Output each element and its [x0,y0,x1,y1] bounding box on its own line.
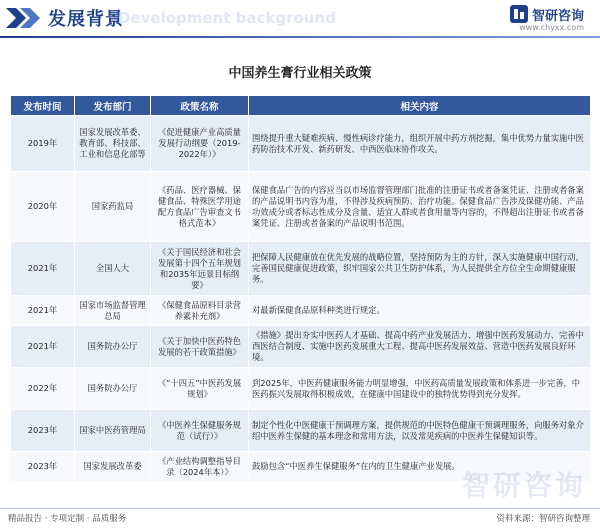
cell-department: 国务院办公厅 [75,368,151,410]
column-header-year: 发布时间 [11,96,75,116]
table-header-row [11,96,591,116]
table-row [11,368,591,410]
cell-department: 国家发展改革委 [75,452,151,482]
cell-content: 保健食品广告的内容应当以市场监督管理部门批准的注册证书或者备案凭证、注册或者备案的产品说明书内容为准，不得涉及疾病预防、治疗功能。保健食品广告涉及保健功能、产品功效成分或者标志性成分及含量、适宜人群或者食用量等内容的，不得超出注册证书或者备案凭证、注册或者备案的产品说明书范围。 [249,172,591,242]
table-row [11,116,591,172]
footer-slogan: 精品报告 · 专项定制 · 品质服务 [8,514,127,524]
cell-policy-name: 《关于加快中医药特色发展的若干政策措施》 [151,326,249,368]
cell-policy-name: 《药品、医疗器械、保健食品、特殊医学用途配方食品广告审查文书格式范本》 [151,172,249,242]
cell-department: 国家市场监督管理总局 [75,296,151,326]
cell-department: 国家中医药管理局 [75,410,151,452]
column-header-department: 发布部门 [75,96,151,116]
watermark: 智研咨询 [461,469,586,502]
cell-department: 国务院办公厅 [75,326,151,368]
cell-content: 围绕提升重大疑难疾病、慢性病诊疗能力，组织开展中药方剂挖掘，集中优势力量实施中医药防治技术开发、新药研发、中西医临床协作攻关。 [249,116,591,172]
top-bar [0,0,600,36]
cell-year: 2020年 [11,172,75,242]
cell-content: 对最新保健食品原料种类进行规定。 [249,296,591,326]
cell-year: 2023年 [11,452,75,482]
cell-policy-name: 《促进健康产业高质量发展行动纲要（2019-2022年）》 [151,116,249,172]
table-row [11,410,591,452]
table-row [11,172,591,242]
section-title: 发展背景 [48,9,124,30]
brand-logo [510,4,584,24]
policy-table [10,95,591,482]
cell-year: 2019年 [11,116,75,172]
cell-department: 全国人大 [75,242,151,296]
cell-content: 把保障人民健康放在优先发展的战略位置，坚持预防为主的方针，深入实施健康中国行动，完善国民健康促进政策，织牢国家公共卫生防护体系，为人民提供全方位全生命期健康服务。 [249,242,591,296]
cell-content: 到2025年，中医药健康服务能力明显增强，中医药高质量发展政策和体系进一步完善，中医药振兴发展取得积极成效，在健康中国建设中的独特优势得到充分发挥。 [249,368,591,410]
footer-divider [0,508,600,509]
cell-policy-name: 《关于国民经济和社会发展第十四个五年规划和2035年远景目标纲要》 [151,242,249,296]
cell-year: 2021年 [11,296,75,326]
cell-year: 2023年 [11,410,75,452]
table-row [11,296,591,326]
brand-url: www.chyxx.com [519,23,584,32]
cell-year: 2021年 [11,326,75,368]
column-header-policy-name: 政策名称 [151,96,249,116]
table-title: 中国养生膏行业相关政策 [228,66,372,81]
table-row [11,242,591,296]
cell-policy-name: 《产业结构调整指导目录（2024年本）》 [151,452,249,482]
column-header-content: 相关内容 [249,96,591,116]
section-subtitle-english: Development background [118,9,336,27]
cell-policy-name: 《保健食品原料目录营养素补充剂》 [151,296,249,326]
cell-year: 2021年 [11,242,75,296]
cell-policy-name: 《“十四五”中医药发展规划》 [151,368,249,410]
footer-source: 资料来源：智研咨询整理 [496,514,590,524]
cell-department: 国家药监局 [75,172,151,242]
header-divider [0,36,600,38]
brand-name: 智研咨询 [531,8,584,24]
cell-content: 鼓励包含“中医养生保健服务”在内的卫生健康产业发展。 [249,452,591,482]
double-chevron-icon [6,8,42,28]
cell-year: 2022年 [11,368,75,410]
brand-logo-icon [510,5,528,23]
cell-content: 《措施》提出夯实中医药人才基础、提高中药产业发展活力、增强中医药发展动力、完善中西医结合制度、实施中医药发展重大工程、提高中医药发展效益、营造中医药发展良好环境。 [249,326,591,368]
table-row [11,326,591,368]
cell-policy-name: 《中医养生保健服务规范（试行）》 [151,410,249,452]
cell-content: 制定个性化中医健康干预调理方案，提供规范的中医特色健康干预调理服务，向服务对象介绍中医养生保健的基本理念和常用方法，以及常见疾病的中医养生保健知识等。 [249,410,591,452]
cell-department: 国家发展改革委、教育部、科技部、工业和信息化部等 [75,116,151,172]
